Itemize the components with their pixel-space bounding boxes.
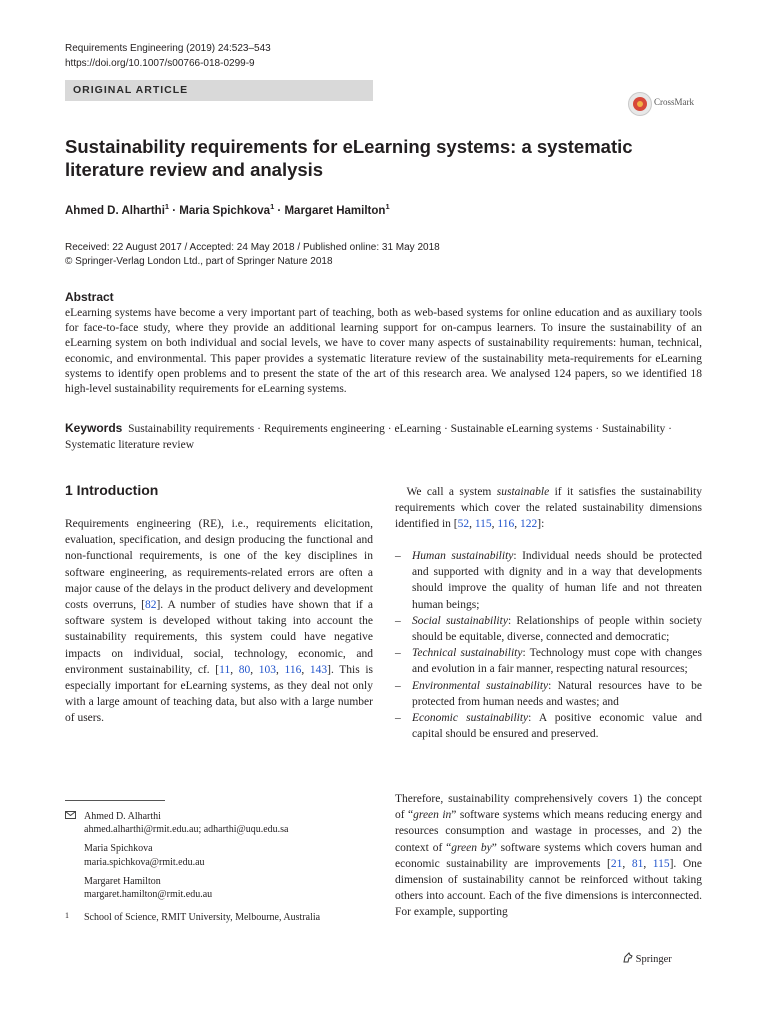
author-contact-name: Maria Spichkova	[84, 843, 153, 855]
journal-header	[65, 41, 271, 71]
footnote-divider	[65, 800, 165, 801]
article-type-label: ORIGINAL ARTICLE	[73, 84, 189, 96]
dimension-term: Technical sustainability	[412, 647, 523, 660]
intro-paragraph-1: Requirements engineering (RE), i.e., requirements elicitation, evaluation, specification, and design producing the functional and non-functional requirements, is one of the key disciplines in software engineering, as requirements-related errors are often a major cause of the delays in the product delivery and development costs overruns, [82]. A number of studies have shown that if a software system is developed without taking into account the sustainability requirements, this system could have negative impacts on individual, social, technology, economic, and environment sustainability, cf. [11, 80, 103, 116, 143]. This is especially important for eLearning systems, as they deal not only with a large amount of teaching data, but also with a large number of users.	[65, 518, 373, 725]
springer-horse-icon	[622, 954, 636, 965]
dimension-term: Economic sustainability	[412, 712, 529, 725]
crossmark-label: CrossMark	[654, 97, 694, 107]
citation-link[interactable]: 116	[497, 518, 515, 531]
author-email[interactable]: maria.spichkova@rmit.edu.au	[84, 856, 205, 868]
keywords-text: Sustainability requirements · Requirements engineering · eLearning · Sustainable eLearning systems · Sustainability · Systematic literature review	[65, 423, 672, 451]
citation-link[interactable]: 103	[258, 663, 276, 676]
list-item: – Technical sustainability: Technology must cope with changes and evolution in a fair manner, respecting natural resources;	[395, 647, 702, 676]
keywords-section	[65, 421, 702, 453]
envelope-icon	[65, 810, 76, 823]
citation-link[interactable]: 82	[144, 599, 157, 612]
dimension-term: Human sustainability	[412, 550, 514, 562]
author-contact-name: Ahmed D. Alharthi	[84, 811, 161, 822]
citation-link[interactable]: 52	[457, 518, 470, 531]
abstract-heading: Abstract	[65, 290, 114, 304]
citation-link[interactable]: 143	[309, 663, 328, 676]
dimension-term: Social sustainability	[412, 614, 508, 627]
author-contact	[65, 875, 365, 901]
crossmark-badge[interactable]	[628, 92, 708, 122]
intro-paragraph-2: We call a system sustainable if it satisfies the sustainability requirements which cover the related sustainability dimensions identified in [52, 115, 116, 122]:	[395, 486, 703, 531]
citation-link[interactable]: 122	[520, 518, 538, 531]
keywords-heading: Keywords	[65, 421, 123, 435]
citation-link[interactable]: 11	[219, 663, 231, 676]
author-list: Ahmed D. Alharthi$^1$ · Maria Spichkova$^1$ · Margaret Hamilton$^1$	[65, 202, 390, 217]
citation-link[interactable]: 115	[474, 518, 492, 531]
author-affiliation-mark: 1	[270, 202, 275, 211]
crossmark-icon	[628, 92, 652, 116]
list-item: – Economic sustainability: A positive economic value and capital should be ensured and preserved.	[395, 712, 702, 741]
citation-link[interactable]: 80	[238, 663, 251, 676]
author-name: Maria Spichkova	[179, 204, 271, 217]
citation-link[interactable]: 116	[284, 663, 302, 676]
list-item: – Human sustainability: Individual needs should be protected and supported with dignity and in a way that developments should improve the quality of human life and not threaten human beings;	[395, 550, 702, 611]
publication-dates	[65, 241, 440, 268]
emphasis-term: sustainable	[496, 486, 550, 498]
article-type-banner	[65, 80, 373, 101]
author-contact	[65, 842, 365, 868]
citation-link[interactable]: 81	[631, 857, 644, 870]
author-affiliation-mark: 1	[385, 202, 390, 211]
list-item: – Social sustainability: Relationships of people within society should be equitable, diverse, connected and democratic;	[395, 614, 702, 644]
emphasis-term: green by	[451, 841, 492, 854]
author-contact-name: Margaret Hamilton	[84, 875, 161, 887]
author-name: Ahmed D. Alharthi	[65, 204, 165, 217]
emphasis-term: green in	[413, 809, 452, 822]
paper-title: Sustainability requirements for eLearning systems: a systematic literature review and analysis	[65, 136, 633, 180]
author-email[interactable]: margaret.hamilton@rmit.edu.au	[84, 889, 213, 901]
journal-citation: Requirements Engineering (2019) 24:523–543	[65, 43, 271, 54]
affiliation-text: School of Science, RMIT University, Melbourne, Australia	[84, 912, 321, 924]
citation-link[interactable]: 21	[610, 857, 623, 870]
author-affiliation-mark: 1	[164, 202, 170, 211]
publisher-footer	[622, 952, 672, 965]
abstract-text: eLearning systems have become a very important part of teaching, both as web-based systems for online education and as auxiliary tools for face-to-face study, where they provide an additional learning support for on-campus learners. To insure the sustainability of an eLearning system on both individual and social levels, we have to cover many aspects of sustainability requirements: human, technical, economic, and environmental. This paper provides a systematic literature review of the sustainability meta-requirements for eLearning systems to identify open problems and to present the state of the art of this research area. We analysed 124 papers, so we identified 18 high-level sustainability requirements for eLearning systems.	[65, 307, 702, 396]
author-name: Margaret Hamilton	[284, 204, 386, 217]
sustainability-dimensions-list	[395, 548, 702, 742]
list-item: – Environmental sustainability: Natural resources have to be protected from human needs and wastes; and	[395, 679, 703, 708]
section-heading-introduction: 1 Introduction	[65, 482, 159, 498]
copyright-line: © Springer-Verlag London Ltd., part of Springer Nature 2018	[65, 255, 333, 267]
intro-paragraph-3: Therefore, sustainability comprehensively covers 1) the concept of “green in” software systems which means reducing energy and resources consumption and wastage in processes, and 2) the context of “green by” software systems which covers human and economic sustainability are improvements [21, 81, 115]. One dimension of sustainability cannot be reinforced without taking others into account. Each of the five dimensions is interconnected. For example, supporting	[395, 793, 703, 919]
citation-link[interactable]: 115	[652, 857, 670, 870]
affiliation-footnote	[65, 911, 365, 924]
doi-link[interactable]: https://doi.org/10.1007/s00766-018-0299-9	[65, 58, 255, 69]
publisher-name: Springer	[635, 954, 672, 965]
author-contact	[65, 810, 365, 836]
dimension-term: Environmental sustainability	[412, 679, 549, 692]
author-footnotes	[65, 810, 365, 930]
affiliation-mark: 1	[65, 911, 69, 921]
author-email[interactable]: ahmed.alharthi@rmit.edu.au; adharthi@uqu.edu.sa	[84, 824, 289, 836]
date-history: Received: 22 August 2017 / Accepted: 24 May 2018 / Published online: 31 May 2018	[65, 242, 440, 253]
